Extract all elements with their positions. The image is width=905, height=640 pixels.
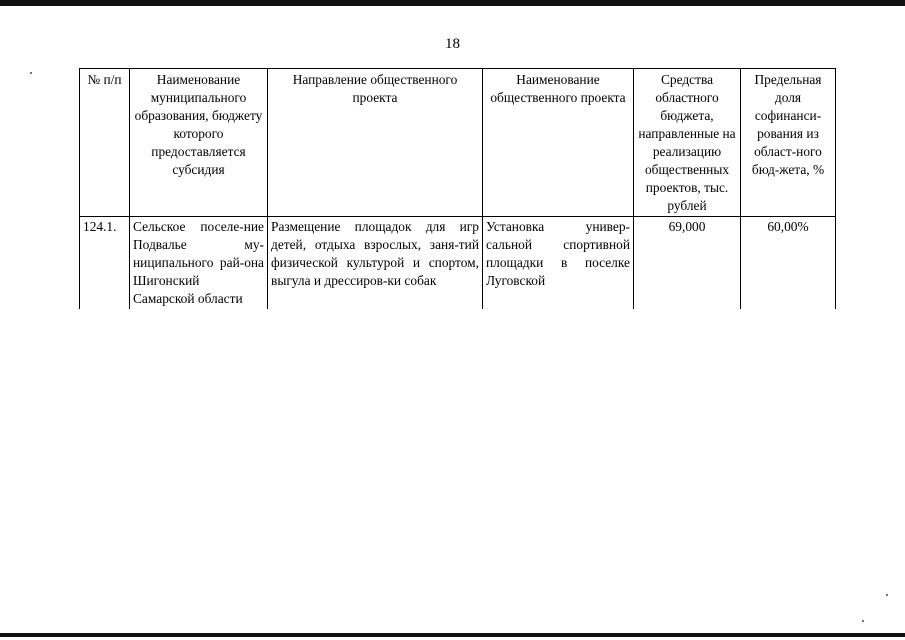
- header-project-name: Наименование общественного проекта: [483, 69, 634, 217]
- page-number: 18: [445, 36, 460, 52]
- table-header-row: [80, 69, 836, 217]
- row-project-direction: Размещение площадок для игр детей, отдыха взрослых, заня-тий физической культурой и спортом, выгула и дрессиров-ки собак: [268, 217, 483, 310]
- table-row: [80, 217, 836, 310]
- header-number: № п/п: [80, 69, 130, 217]
- row-project-name: Установка универ-сальной спортивной площадки в поселке Луговской: [483, 217, 634, 310]
- subsidy-table: [79, 68, 836, 309]
- scan-speck: [862, 620, 864, 622]
- row-municipality: Сельское поселе-ние Подвалье му-ниципального рай-она Шигонский Самарской области: [130, 217, 268, 310]
- scan-speck: [30, 72, 32, 74]
- header-municipality: Наименование муниципального образования, бюджету которого предоставляется субсидия: [130, 69, 268, 217]
- scan-speck: [886, 594, 888, 596]
- bottom-border-rule: [0, 633, 905, 637]
- row-regional-funds: 69,000: [634, 217, 741, 310]
- row-cofinancing-share: 60,00%: [741, 217, 836, 310]
- header-cofinancing-share: Предельная доля софинанси-рования из област-ного бюд-жета, %: [741, 69, 836, 217]
- header-project-direction: Направление общественного проекта: [268, 69, 483, 217]
- row-number: 124.1.: [80, 217, 130, 310]
- top-border-rule: [0, 0, 905, 6]
- header-regional-funds: Средства областного бюджета, направленные на реализацию общественных проектов, тыс. рублей: [634, 69, 741, 217]
